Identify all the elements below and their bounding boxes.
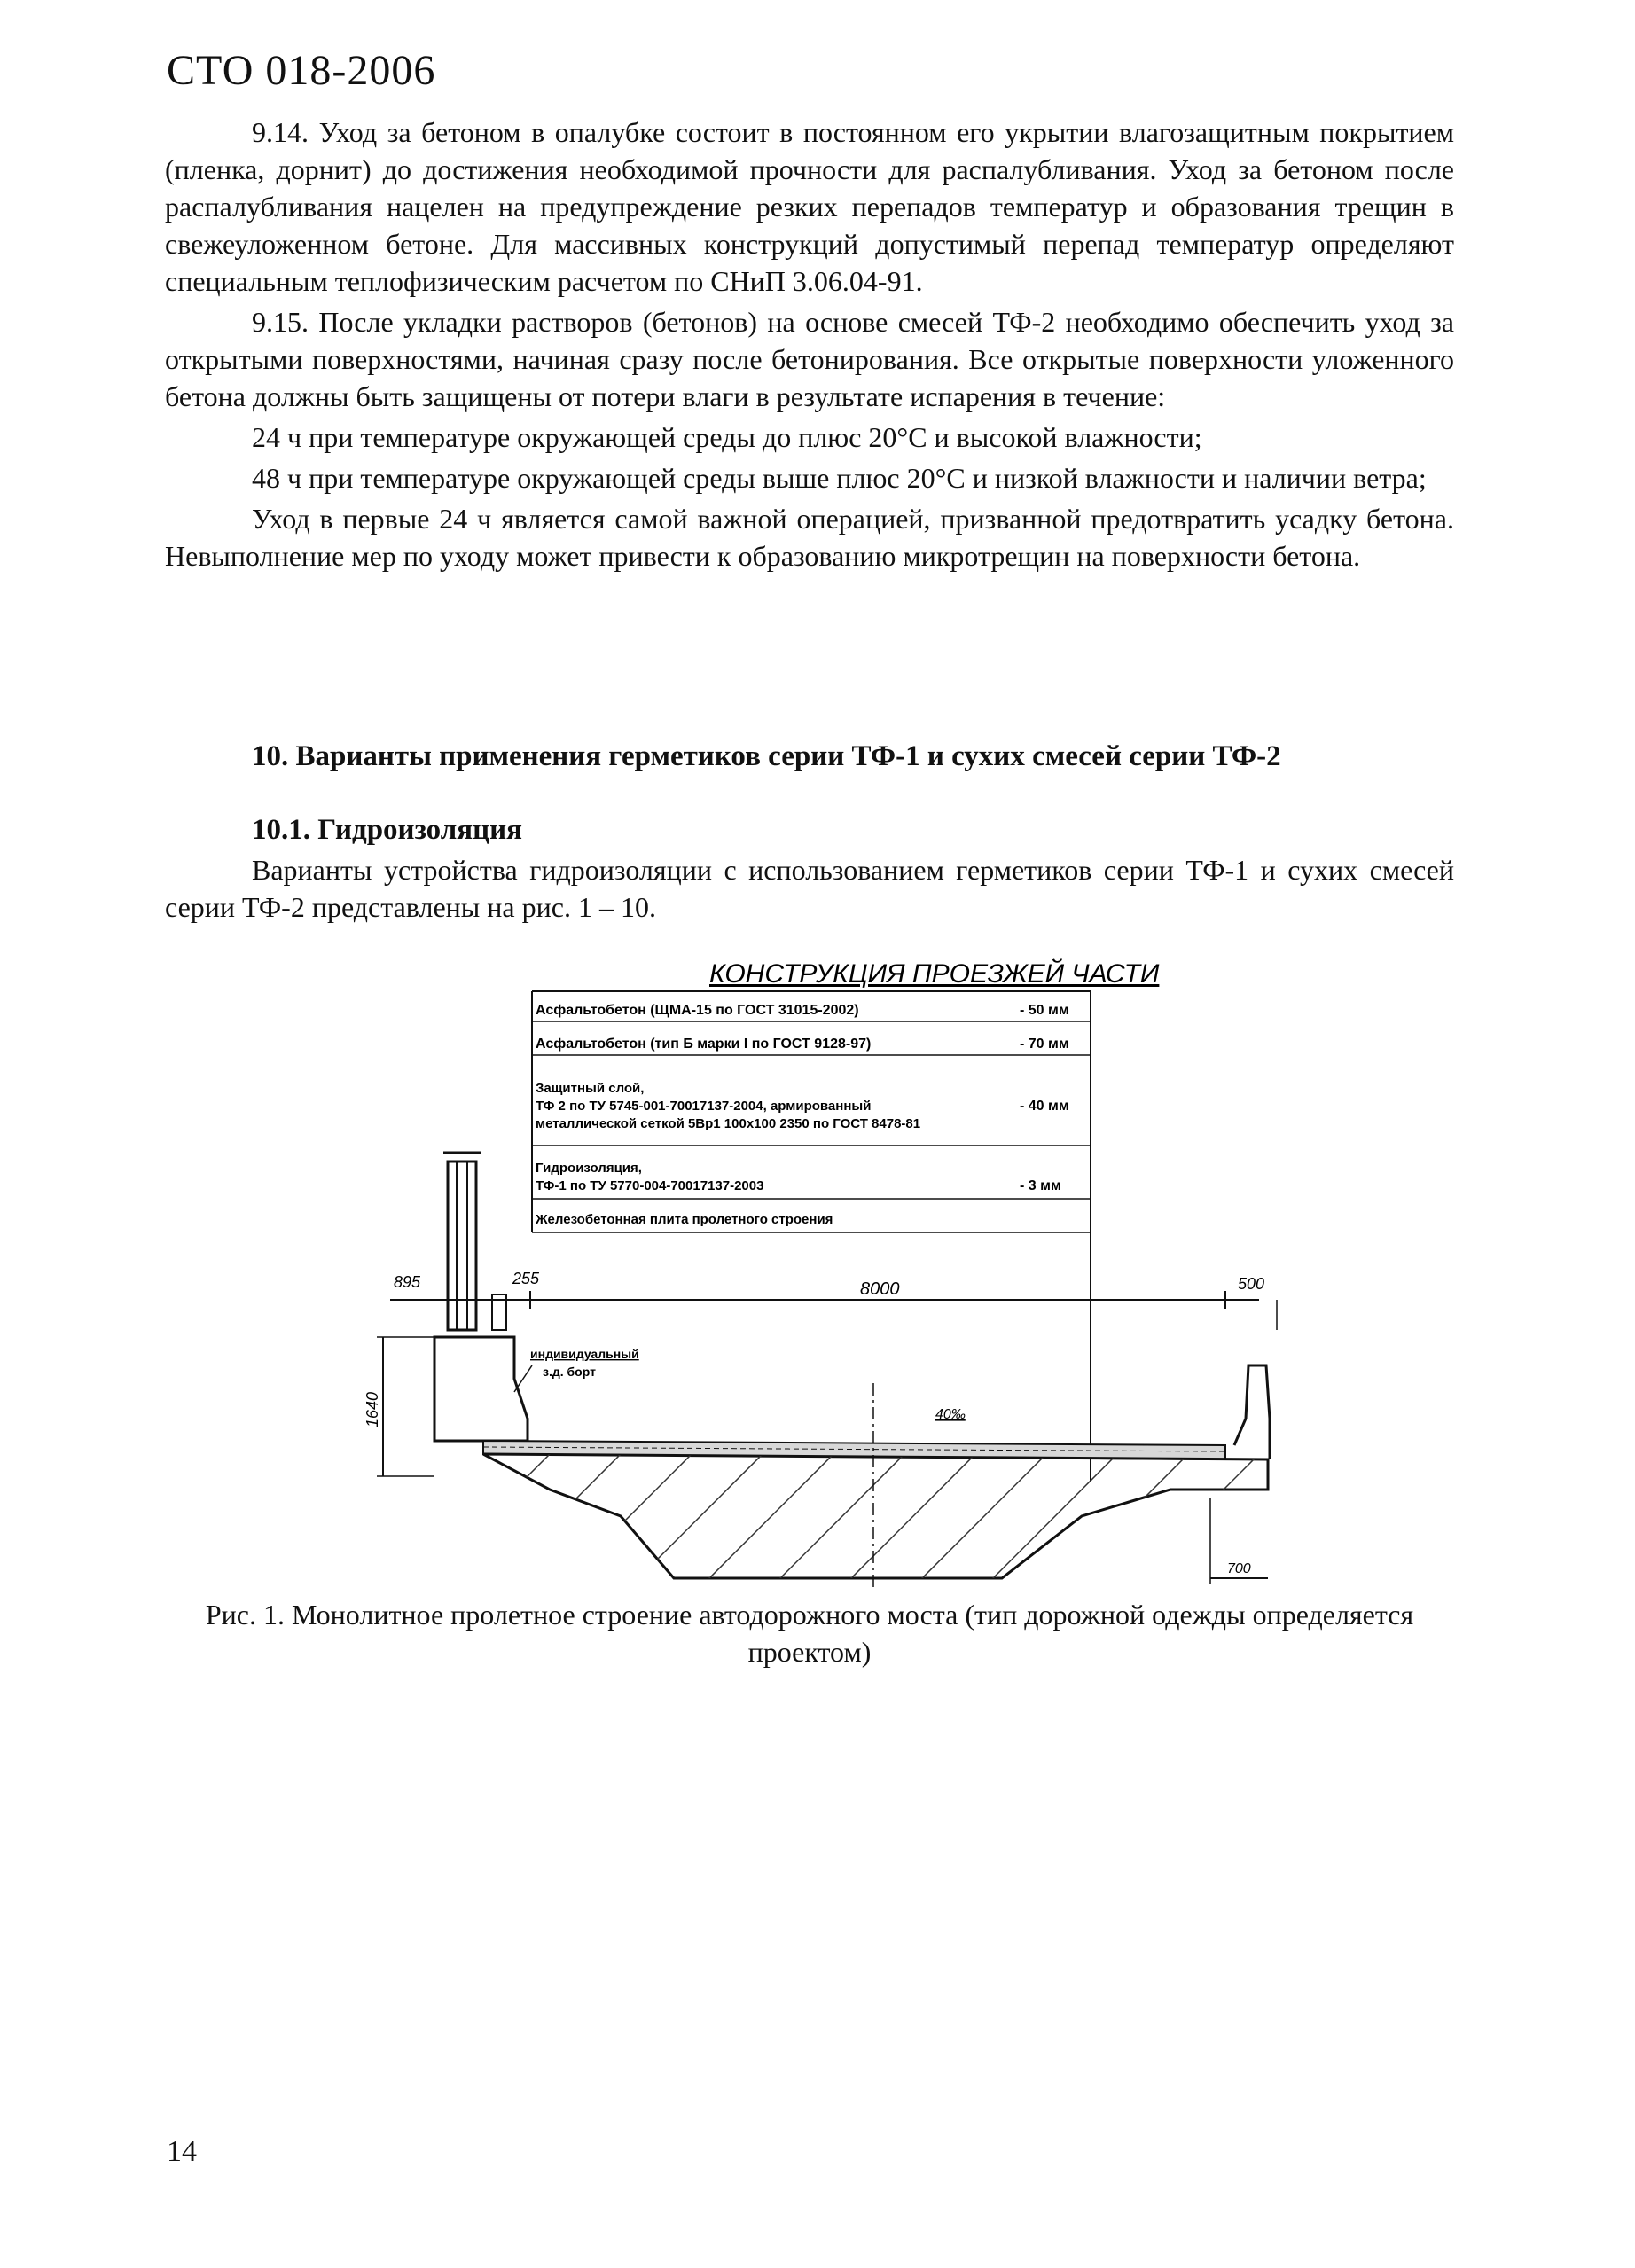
dim-700: 700 xyxy=(1227,1561,1251,1576)
figure-caption: Рис. 1. Монолитное пролетное строение автодорожного моста (тип дорожной одежды определяется проектом) xyxy=(205,1599,1414,1668)
dim-255: 255 xyxy=(512,1270,540,1287)
slope-label: 40‰ xyxy=(935,1407,966,1422)
layer-4-thickness: - 3 мм xyxy=(1020,1178,1061,1193)
page-number: 14 xyxy=(167,2135,197,2168)
dim-1640: 1640 xyxy=(364,1391,381,1427)
layer-3-name-line3: металлической сеткой 5Вр1 100х100 2350 по ГОСТ 8478-81 xyxy=(536,1116,921,1131)
curb-label-line1: индивидуальный xyxy=(530,1347,639,1361)
paragraph-24h: 24 ч при температуре окружающей среды до плюс 20°С и высокой влажности; xyxy=(252,421,1202,453)
dim-895: 895 xyxy=(394,1273,421,1291)
paragraph-first-24h: Уход в первые 24 ч является самой важной операцией, призванной предотвратить усадку бетона. Невыполнение мер по уходу может привести к образованию микротрещин на поверхности бетона. xyxy=(165,503,1454,572)
paragraph-9-14: 9.14. Уход за бетоном в опалубке состоит в постоянном его укрытии влагозащитным покрытием (пленка, дорнит) до достижения необходимой прочности для распалубливания. Уход за бетоном после распалубливания нацелен на предупреждение резких перепадов температур и образования трещин в свежеуложенном бетоне. Для массивных конструкций допустимый перепад температур определяют специальным теплофизическим расчетом по СНиП 3.06.04-91. xyxy=(165,116,1454,297)
layer-2-name: Асфальтобетон (тип Б марки I по ГОСТ 9128-97) xyxy=(536,1036,872,1052)
figure-title: КОНСТРУКЦИЯ ПРОЕЗЖЕЙ ЧАСТИ xyxy=(709,959,1160,989)
layer-3-name-line1: Защитный слой, xyxy=(536,1081,645,1096)
layer-3-thickness: - 40 мм xyxy=(1020,1099,1069,1114)
layer-5-name: Железобетонная плита пролетного строения xyxy=(536,1212,833,1227)
layer-4-name-line1: Гидроизоляция, xyxy=(536,1161,642,1176)
layer-3-name-line2: ТФ 2 по ТУ 5745-001-70017137-2004, армированный xyxy=(536,1099,872,1114)
section-10-1-text: Варианты устройства гидроизоляции с использованием герметиков серии ТФ-1 и сухих смесей серии ТФ-2 представлены на рис. 1 – 10. xyxy=(165,854,1454,923)
layer-1-thickness: - 50 мм xyxy=(1020,1003,1069,1018)
dim-8000: 8000 xyxy=(860,1279,900,1299)
curb-label-line2: з.д. борт xyxy=(543,1365,596,1379)
dim-500: 500 xyxy=(1238,1275,1265,1293)
layer-1-name: Асфальтобетон (ЩМА-15 по ГОСТ 31015-2002) xyxy=(536,1003,859,1018)
layer-4-name-line2: ТФ-1 по ТУ 5770-004-70017137-2003 xyxy=(536,1178,764,1193)
document-code: СТО 018-2006 xyxy=(167,47,436,94)
paragraph-48h: 48 ч при температуре окружающей среды выше плюс 20°С и низкой влажности и наличии ветра; xyxy=(252,462,1427,494)
paragraph-9-15: 9.15. После укладки растворов (бетонов) на основе смесей ТФ-2 необходимо обеспечить уход за открытыми поверхностями, начиная сразу после бетонирования. Все открытые поверхности уложенного бетона должны быть защищены от потери влаги в результате испарения в течение: xyxy=(165,306,1454,412)
section-10-1-title: 10.1. Гидроизоляция xyxy=(252,814,522,846)
section-10-title: 10. Варианты применения герметиков серии ТФ-1 и сухих смесей серии ТФ-2 xyxy=(252,740,1281,772)
layer-2-thickness: - 70 мм xyxy=(1020,1036,1069,1052)
